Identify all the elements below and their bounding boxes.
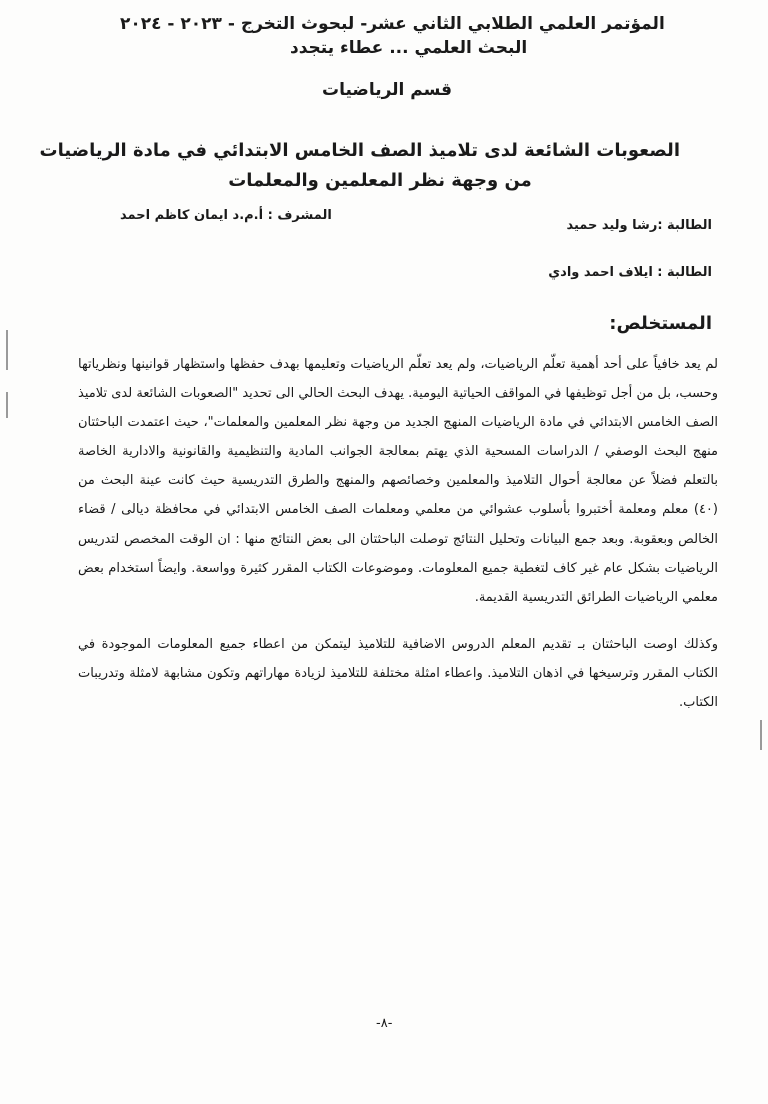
scan-edge-mark (760, 720, 762, 750)
student-name-2: الطالبة : ايلاف احمد وادي (548, 265, 712, 280)
department-name: قسم الرياضيات (322, 80, 453, 100)
scan-edge-mark (6, 330, 8, 370)
conference-header: المؤتمر العلمي الطلابي الثاني عشر- لبحوث التخرج - ٢٠٢٣ - ٢٠٢٤ (120, 14, 665, 34)
abstract-paragraph-1: لم يعد خافياً على أحد أهمية تعلّم الرياضيات، ولم يعد تعلّم الرياضيات وتعليمها بهدف حفظها واستظهار قوانينها ونظرياتها وحسب، بل من أجل توظيفها في المواقف الحياتية اليومية. يهدف البحث الحالي الى تحديد "الصعوبات الشائعة لدى تلاميذ الصف الخامس الابتدائي في مادة الرياضيات المنهج الجديد من وجهة نظر المعلمين والمعلمات"، حيث اعتمدت الباحثتان منهج البحث الوصفي / الدراسات المسحية الذي يهتم بمعالجة الجوانب المادية والتنظيمية والقانونية والادارية الخاصة بالتعلم فضلاً عن معالجة أحوال التلاميذ والمعلمين وخصائصهم والمنهج والطرق التدريسية حيث كانت عينة البحث من (٤٠) معلم ومعلمة أختبروا بأسلوب عشوائي من معلمي ومعلمات الصف الخامس الابتدائي في محافظة ديالى / قضاء الخالص وبعقوبة. وبعد جمع البيانات وتحليل النتائج توصلت الباحثتان الى بعض النتائج منها : ان الوقت المخصص لتدريس الرياضيات بشكل عام غير كاف لتغطية جميع المعلومات. وموضوعات الكتاب المقرر كثيرة وواسعة. وايضاً استخدام بعض معلمي الرياضيات الطرائق التدريسية القديمة. (78, 357, 718, 605)
conference-slogan: البحث العلمي ... عطاء يتجدد (290, 38, 528, 58)
supervisor-name: المشرف : أ.م.د ايمان كاظم احمد (120, 208, 332, 223)
paper-title-line1: الصعوبات الشائعة لدى تلاميذ الصف الخامس الابتدائي في مادة الرياضيات (39, 140, 680, 161)
abstract-body (78, 350, 718, 717)
paper-title-line2: من وجهة نظر المعلمين والمعلمات (228, 170, 532, 191)
page-number: -٨- (376, 1016, 393, 1031)
scan-edge-mark (6, 392, 8, 418)
abstract-paragraph-2: وكذلك اوصت الباحثتان بـ تقديم المعلم الدروس الاضافية للتلاميذ ليتمكن من اعطاء جميع المعلومات الموجودة في الكتاب المقرر وترسيخها في اذهان التلاميذ. واعطاء امثلة مختلفة للتلاميذ لزيادة مهاراتهم وتكون مشابهة لامثلة وتدريبات الكتاب. (78, 636, 718, 711)
student-name-1: الطالبة :رشا وليد حميد (566, 218, 712, 233)
abstract-heading: المستخلص: (609, 313, 712, 334)
